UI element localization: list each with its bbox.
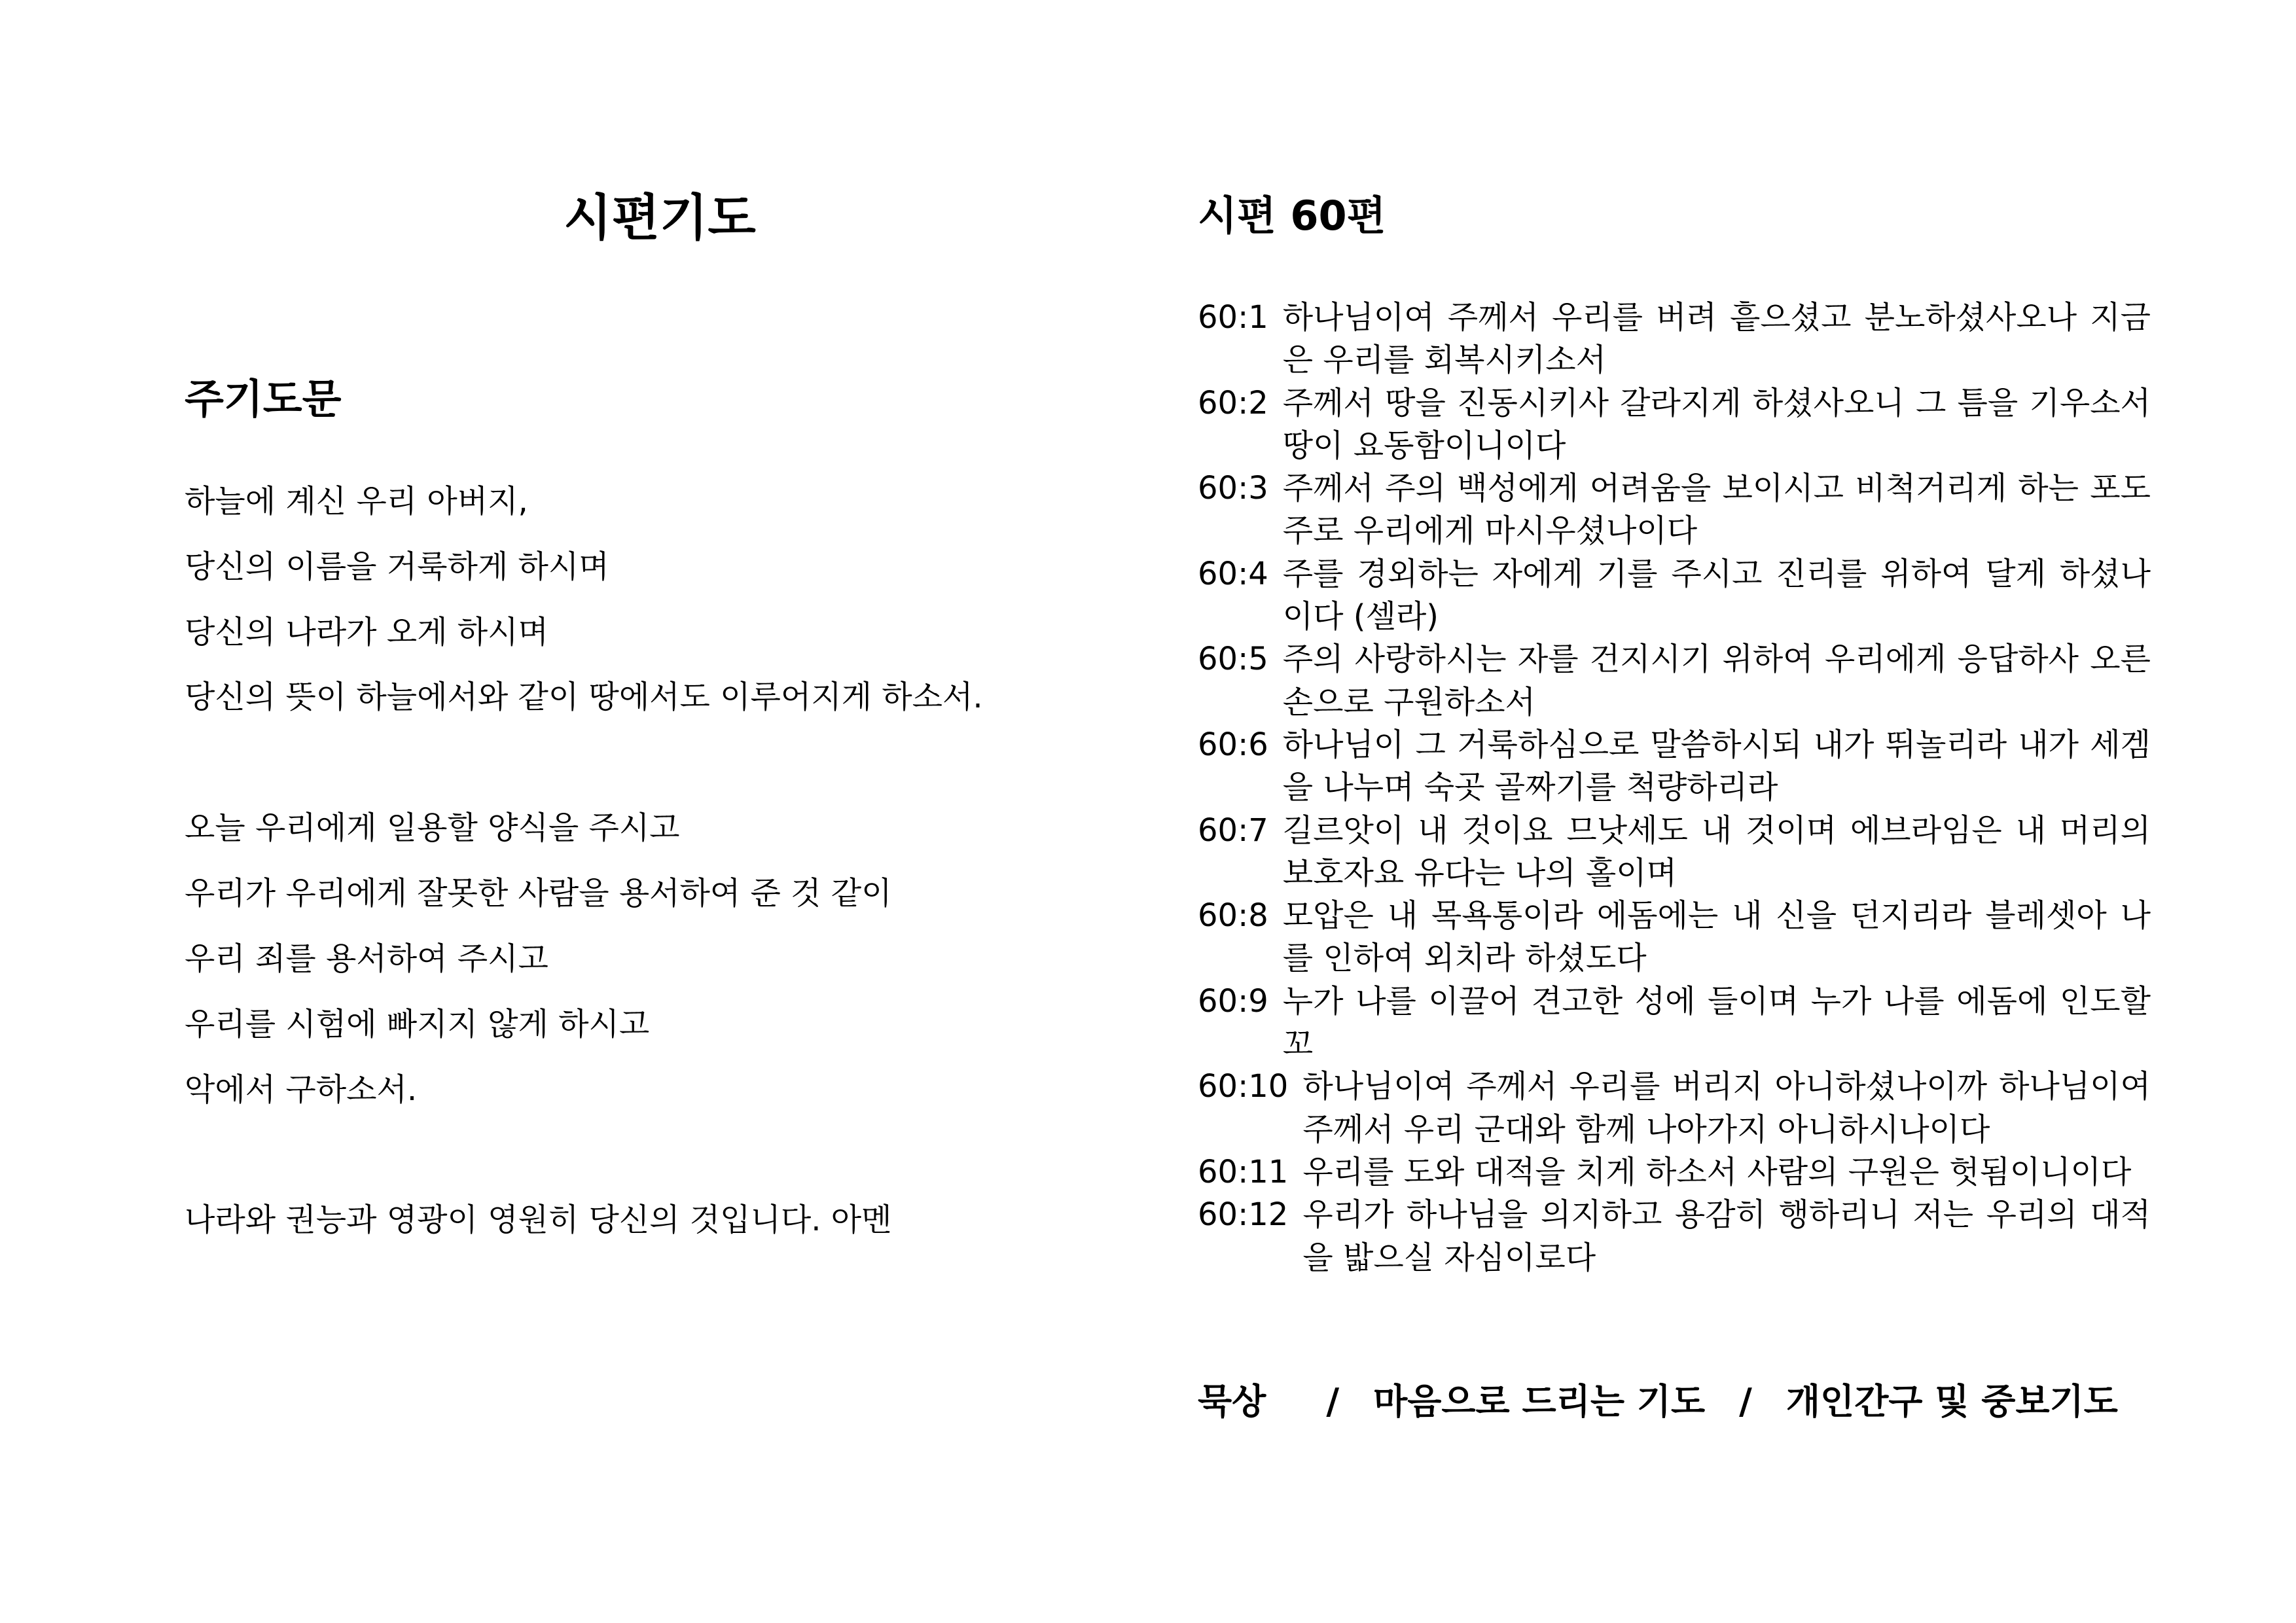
verse-number: 60:11 — [1198, 1153, 1289, 1190]
page-title: 시편기도 — [564, 188, 756, 247]
verse — [1198, 1194, 2151, 1279]
prayer-line: 나라와 권능과 영광이 영원히 당신의 것입니다. 아멘 — [185, 1202, 892, 1238]
prayer-line: 우리가 우리에게 잘못한 사람을 용서하여 준 것 같이 — [185, 875, 892, 912]
verse — [1198, 1065, 2151, 1151]
verse-text: 하나님이 그 거룩하심으로 말씀하시되 내가 뛰놀리라 내가 세겜을 나누며 숙곳 골짜기를 척량하리라 — [1282, 726, 2151, 806]
prayer-line: 우리 죄를 용서하여 주시고 — [185, 940, 548, 977]
verse-number: 60:7 — [1198, 812, 1268, 849]
verse-text: 주께서 땅을 진동시키사 갈라지게 하셨사오니 그 틈을 기우소서 땅이 요동함이니이다 — [1282, 384, 2151, 464]
verse-number: 60:12 — [1198, 1196, 1289, 1234]
verse-text: 모압은 내 목욕통이라 에돔에는 내 신을 던지리라 블레셋아 나를 인하여 외치라 하셨도다 — [1282, 897, 2151, 977]
verse — [1198, 895, 2151, 980]
heart-prayer-label: 마음으로 드리는 기도 — [1373, 1381, 1706, 1422]
intercession-label: 개인간구 및 중보기도 — [1785, 1381, 2118, 1422]
verse-text: 우리를 도와 대적을 치게 하소서 사람의 구원은 헛됨이니이다 — [1302, 1153, 2132, 1190]
verse-text: 주께서 주의 백성에게 어려움을 보이시고 비척거리게 하는 포도주로 우리에게 마시우셨나이다 — [1282, 470, 2151, 550]
verse — [1198, 296, 2151, 382]
verse-number: 60:8 — [1198, 897, 1268, 935]
verse — [1198, 467, 2151, 553]
verse-text: 하나님이여 주께서 우리를 버리지 아니하셨나이까 하나님이여 주께서 우리 군대와 함께 나아가지 아니하시나이다 — [1302, 1068, 2151, 1148]
prayer-line: 하늘에 계신 우리 아버지, — [185, 483, 528, 520]
prayer-steps-footer — [1198, 1376, 2118, 1428]
prayer-line: 당신의 나라가 오게 하시며 — [185, 614, 548, 651]
prayer-line: 당신의 이름을 거룩하게 하시며 — [185, 548, 609, 585]
verse-number: 60:2 — [1198, 384, 1268, 421]
footer-separator: / — [1326, 1381, 1340, 1422]
verse-text: 누가 나를 이끌어 견고한 성에 들이며 누가 나를 에돔에 인도할꼬 — [1282, 982, 2151, 1063]
meditation-label: 묵상 — [1198, 1381, 1266, 1422]
prayer-line: 우리를 시험에 빠지지 않게 하시고 — [185, 1006, 650, 1043]
footer-separator: / — [1739, 1381, 1752, 1422]
lords-prayer-heading: 주기도문 — [185, 375, 342, 423]
verse-number: 60:10 — [1198, 1068, 1289, 1105]
verse-number: 60:9 — [1198, 982, 1268, 1020]
verse-number: 60:4 — [1198, 555, 1268, 592]
verse-text: 하나님이여 주께서 우리를 버려 흩으셨고 분노하셨사오나 지금은 우리를 회복시키소서 — [1282, 299, 2151, 379]
prayer-line: 악에서 구하소서. — [185, 1071, 418, 1108]
verse-text: 우리가 하나님을 의지하고 용감히 행하리니 저는 우리의 대적을 밟으실 자심이로다 — [1302, 1196, 2151, 1276]
verse — [1198, 1151, 2151, 1194]
verse-text: 주를 경외하는 자에게 기를 주시고 진리를 위하여 달게 하셨나이다 (셀라) — [1282, 555, 2151, 635]
verse — [1198, 638, 2151, 724]
verse-text: 주의 사랑하시는 자를 건지시기 위하여 우리에게 응답하사 오른손으로 구원하소서 — [1282, 641, 2151, 721]
verse — [1198, 810, 2151, 895]
verse-number: 60:6 — [1198, 726, 1268, 763]
verse — [1198, 980, 2151, 1066]
psalm-title: 시편 60편 — [1198, 192, 1386, 240]
verse — [1198, 553, 2151, 639]
verse-number: 60:5 — [1198, 641, 1268, 678]
verse — [1198, 724, 2151, 810]
verse — [1198, 382, 2151, 468]
verse-text: 길르앗이 내 것이요 므낫세도 내 것이며 에브라임은 내 머리의 보호자요 유다는 나의 홀이며 — [1282, 812, 2151, 891]
verse-list — [1198, 296, 2151, 1279]
verse-number: 60:1 — [1198, 299, 1268, 336]
verse-number: 60:3 — [1198, 470, 1268, 507]
prayer-line: 당신의 뜻이 하늘에서와 같이 땅에서도 이루어지게 하소서. — [185, 679, 983, 715]
prayer-line: 오늘 우리에게 일용할 양식을 주시고 — [185, 810, 680, 846]
